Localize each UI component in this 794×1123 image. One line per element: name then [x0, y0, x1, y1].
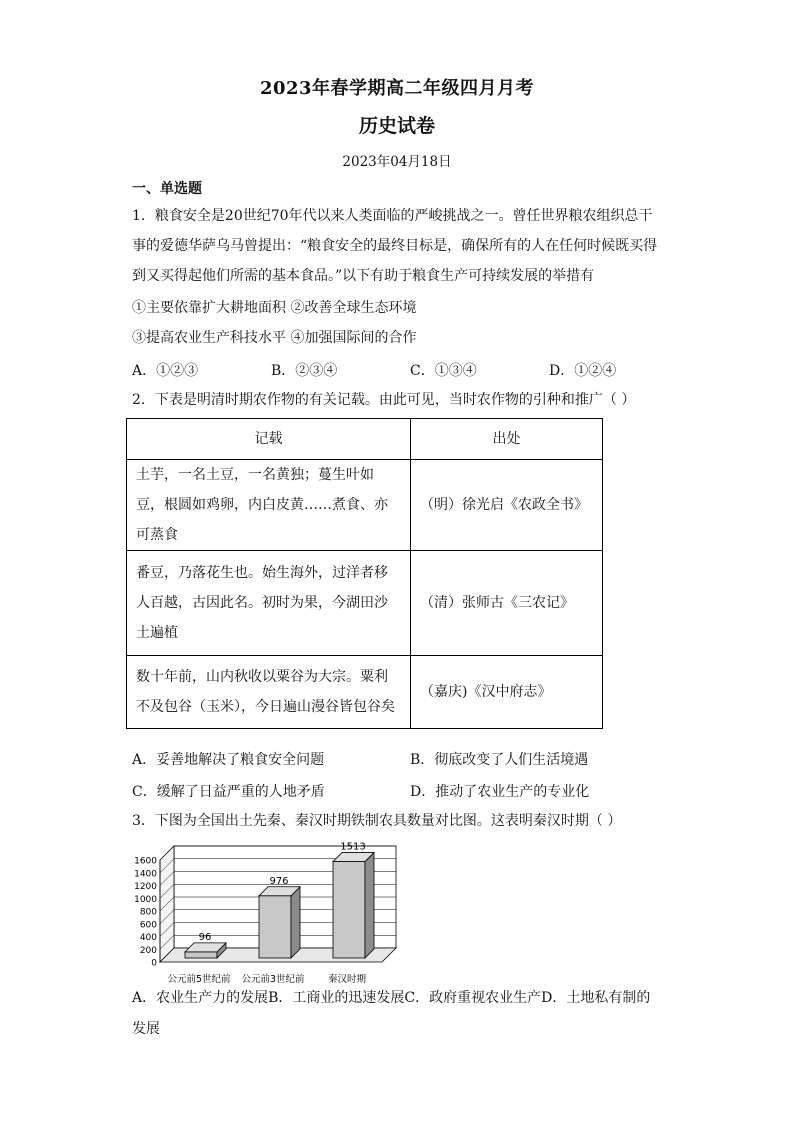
- q2-option-a[interactable]: A．妥善地解决了粮食安全问题: [132, 752, 325, 768]
- chart-y-tick-label: 800: [139, 907, 157, 918]
- chart-bar-front: [333, 862, 365, 958]
- table-cell-source: （明）徐光启《农政全书》: [411, 460, 603, 551]
- chart-y-tick-label: 400: [139, 933, 157, 943]
- table-header-row: [127, 419, 603, 460]
- q3-options-line-2: 发展: [132, 1021, 160, 1037]
- q2-option-c[interactable]: C．缓解了日益严重的人地矛盾: [132, 784, 325, 800]
- table-cell-record: 土芋，一名土豆，一名黄独；蔓生叶如豆，根圆如鸡卵，内白皮黄……煮食、亦可蒸食: [127, 460, 411, 551]
- table-row: [127, 656, 603, 729]
- table-cell-source: （嘉庆)《汉中府志》: [411, 656, 603, 729]
- exam-date: 2023年04月18日: [342, 154, 452, 170]
- chart-bar-front: [259, 896, 291, 958]
- q1-stem-line-1: 1．粮食安全是20世纪70年代以来人类面临的严峻挑战之一。曾任世界粮农组织总干: [132, 208, 653, 224]
- q2-option-d[interactable]: D．推动了农业生产的专业化: [410, 784, 590, 800]
- chart-data-label: 1513: [340, 841, 366, 853]
- exam-subtitle: 历史试卷: [358, 115, 435, 137]
- q3-stem: 3．下图为全国出土先秦、秦汉时期铁制农具数量对比图。这表明秦汉时期（ ）: [132, 813, 622, 829]
- chart-y-tick-label: 1600: [134, 856, 157, 867]
- q1-item-line-2: ③提高农业生产科技水平 ④加强国际间的合作: [132, 330, 417, 346]
- chart-y-tick-label: 1000: [134, 894, 157, 905]
- q1-option-a[interactable]: A．①②③: [132, 363, 199, 379]
- table-cell-record: 番豆，乃落花生也。始生海外，过洋者移人百越，古因此名。初时为果，今湖田沙土遍植: [127, 551, 411, 656]
- q3-options-line-1[interactable]: A．农业生产力的发展B．工商业的迅速发展C．政府重视农业生产D．土地私有制的: [132, 990, 651, 1006]
- chart-data-label: 96: [198, 931, 212, 943]
- chart-y-tick-label: 0: [151, 958, 157, 969]
- q1-stem-line-2: 事的爱德华萨乌马曾提出：“粮食安全的最终目标是，确保所有的人在任何时候既买得: [132, 238, 658, 254]
- chart-bar-side: [365, 853, 374, 958]
- chart-category-label: 公元前3世纪前: [241, 974, 305, 985]
- chart-bar-front: [185, 952, 217, 958]
- q1-option-d[interactable]: D．①②④: [549, 363, 617, 379]
- chart-y-tick-label: 1400: [134, 869, 157, 880]
- chart-y-tick-label: 600: [139, 920, 157, 931]
- chart-category-label: 公元前5世纪前: [167, 974, 231, 985]
- q2-stem: 2．下表是明清时期农作物的有关记载。由此可见，当时农作物的引种和推广（ ）: [132, 392, 636, 408]
- chart-data-label: 976: [269, 875, 289, 887]
- chart-bar-side: [291, 887, 300, 958]
- table-header-record: 记载: [127, 419, 411, 460]
- chart-y-tick-label: 1200: [134, 882, 157, 892]
- exam-title: 2023年春学期高二年级四月月考: [259, 78, 535, 99]
- iron-tools-bar-chart: [130, 838, 430, 986]
- table-header-source: 出处: [411, 419, 603, 460]
- chart-y-tick-label: 200: [139, 945, 157, 956]
- table-row: [127, 460, 603, 551]
- q1-stem-line-3: 到又买得起他们所需的基本食品。”以下有助于粮食生产可持续发展的举措有: [132, 268, 595, 284]
- q2-option-b[interactable]: B．彻底改变了人们生活境遇: [410, 752, 589, 768]
- chart-category-label: 秦汉时期: [327, 974, 367, 985]
- table-cell-source: （清）张师古《三农记》: [411, 551, 603, 656]
- records-table: [126, 418, 603, 729]
- q1-option-c[interactable]: C．①③④: [410, 363, 477, 379]
- table-row: [127, 551, 603, 656]
- q1-option-b[interactable]: B．②③④: [271, 363, 338, 379]
- section-heading: 一、单选题: [132, 181, 202, 197]
- table-cell-record: 数十年前，山内秋收以粟谷为大宗。粟利不及包谷（玉米），今日遍山漫谷皆包谷矣: [127, 656, 411, 729]
- q1-item-line-1: ①主要依靠扩大耕地面积 ②改善全球生态环境: [132, 300, 417, 316]
